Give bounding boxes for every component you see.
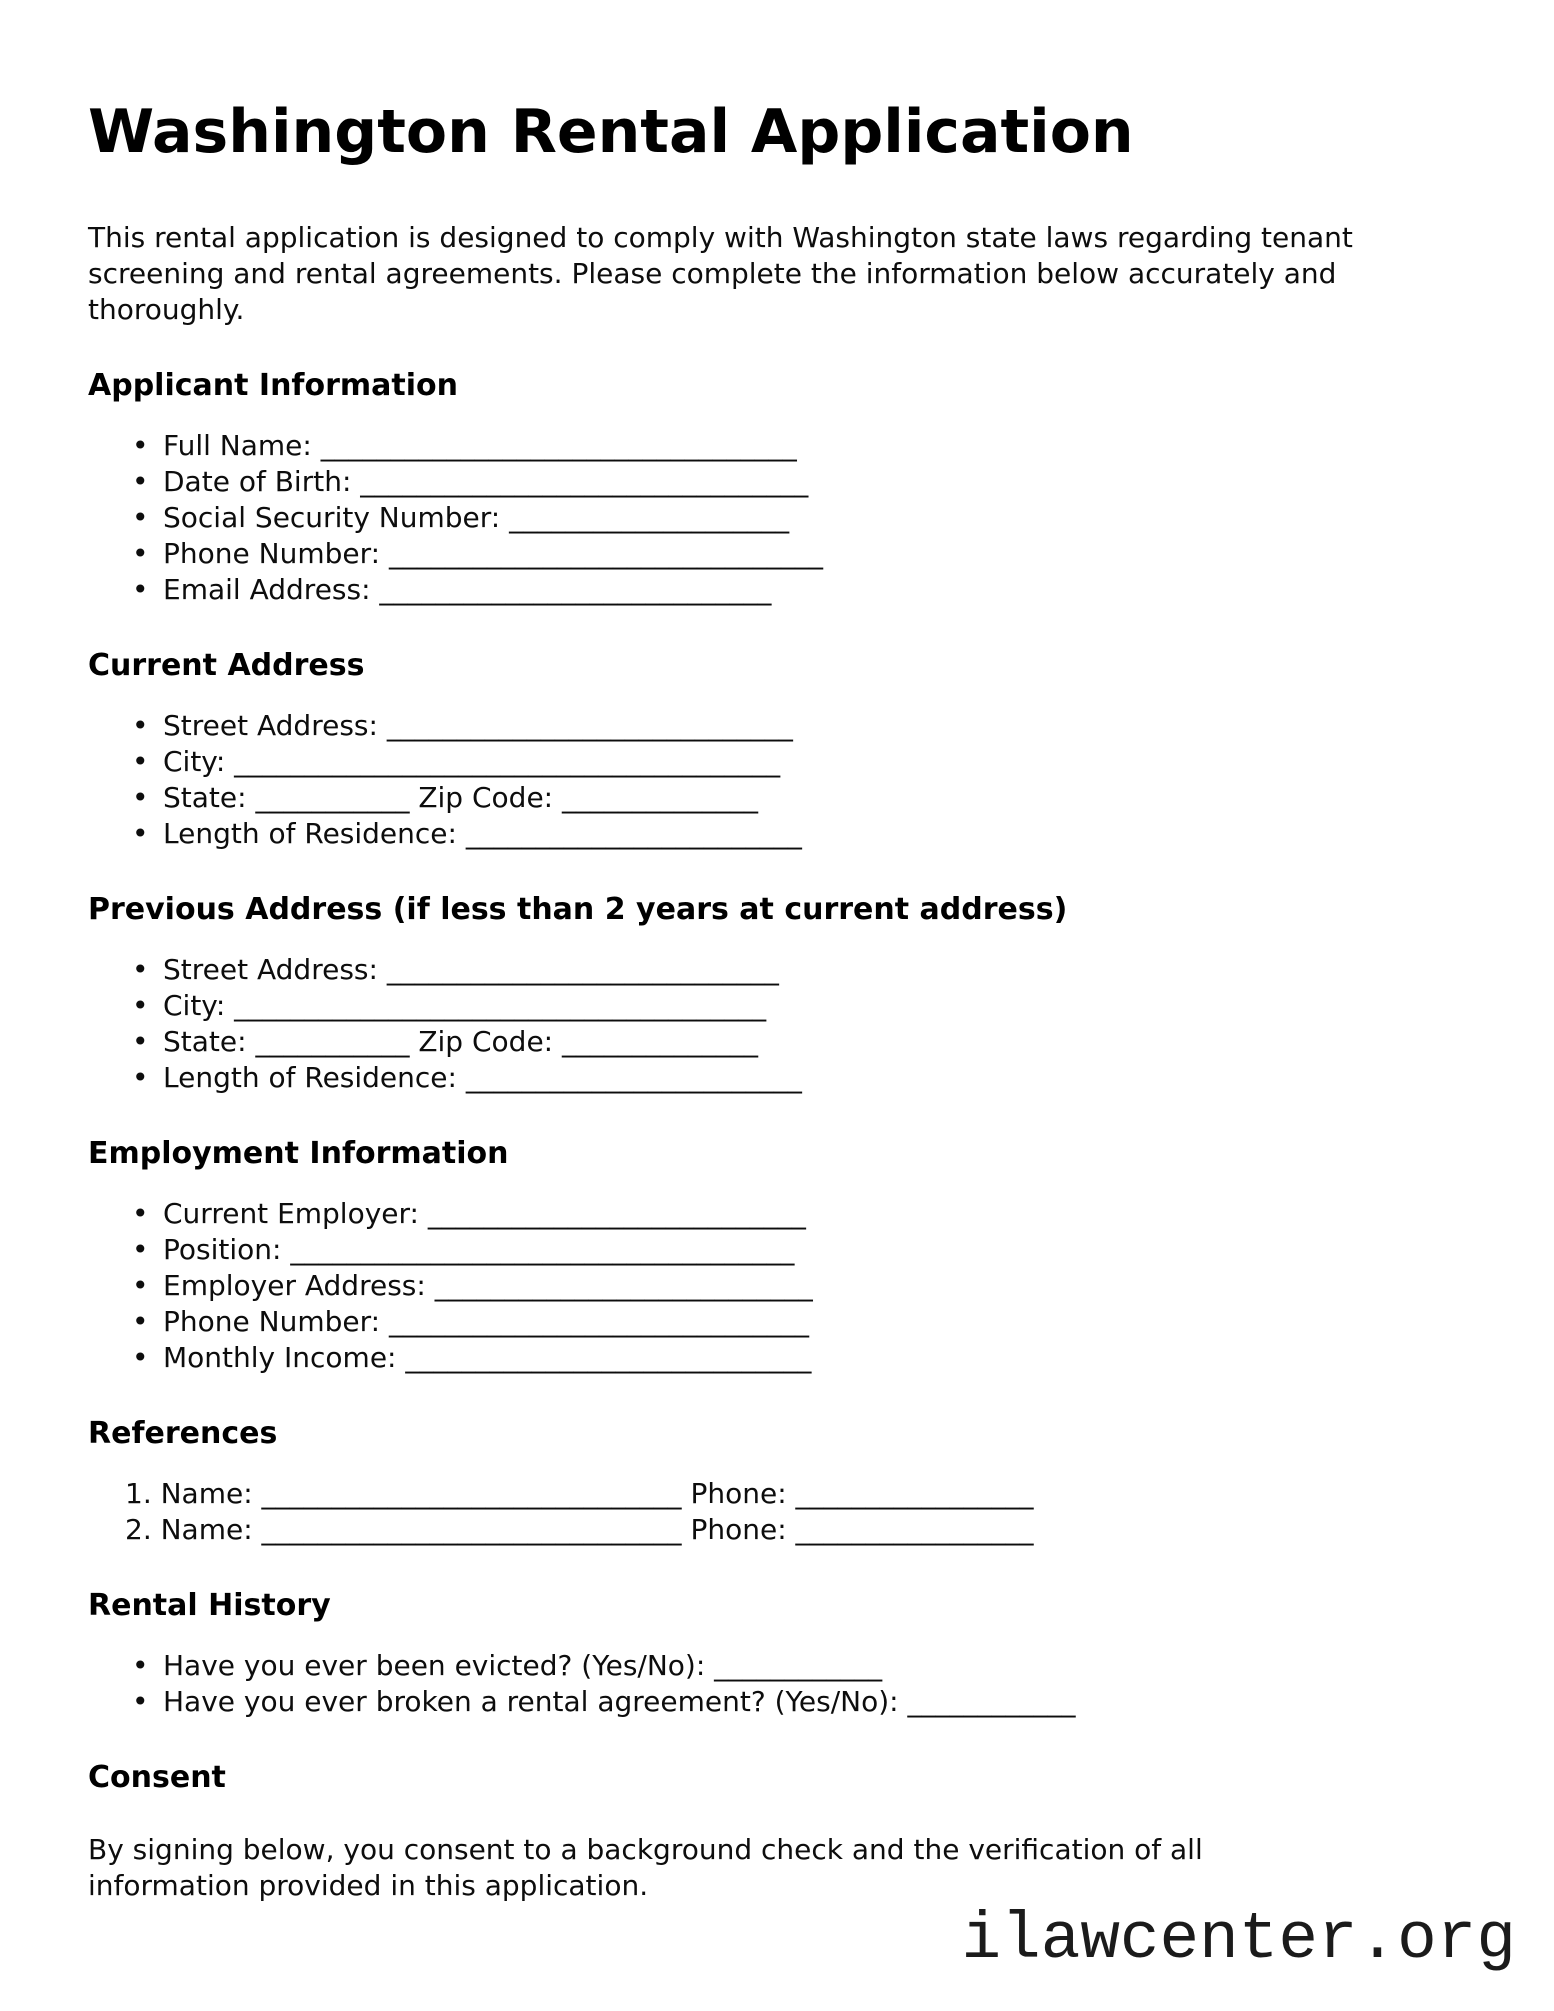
section-heading-consent: Consent [88, 1760, 226, 1795]
intro-line: screening and rental agreements. Please complete the information below accurately and [88, 257, 1337, 290]
section-heading-references: References [88, 1416, 278, 1451]
field-previous-state-zip: • State: ___________ Zip Code: ______________ [88, 1024, 1466, 1060]
current-address-list [88, 708, 1466, 852]
field-date-of-birth: • Date of Birth: ________________________________ [88, 464, 1466, 500]
field-reference-1: 1. Name: ______________________________ Phone: _________________ [125, 1477, 1034, 1510]
field-previous-length-of-residence: • Length of Residence: ________________________ [88, 1060, 1466, 1096]
section-heading-employment-information: Employment Information [88, 1136, 509, 1171]
rental-history-list [88, 1648, 1466, 1720]
field-phone-number: • Phone Number: _______________________________ [88, 536, 1466, 572]
field-employer-address: • Employer Address: ___________________________ [88, 1268, 1466, 1304]
footer-site-url: ilawcenter.org [961, 1902, 1516, 1977]
consent-line: information provided in this application. [88, 1869, 649, 1902]
field-full-name: • Full Name: __________________________________ [88, 428, 1466, 464]
field-employer-phone-number: • Phone Number: ______________________________ [88, 1304, 1466, 1340]
applicant-information-list [88, 428, 1466, 608]
field-current-employer: • Current Employer: ___________________________ [88, 1196, 1466, 1232]
consent-line: By signing below, you consent to a background check and the verification of all [88, 1833, 1203, 1866]
field-reference-2: 2. Name: ______________________________ Phone: _________________ [125, 1513, 1034, 1546]
section-heading-rental-history: Rental History [88, 1588, 331, 1623]
page-title: Washington Rental Application [88, 97, 1134, 167]
employment-information-list [88, 1196, 1466, 1376]
field-position: • Position: ____________________________________ [88, 1232, 1466, 1268]
field-previous-city: • City: ______________________________________ [88, 988, 1466, 1024]
references-list [88, 1476, 1466, 1548]
field-ever-broken-agreement: • Have you ever broken a rental agreement? (Yes/No): ____________ [88, 1684, 1466, 1720]
field-current-street-address: • Street Address: _____________________________ [88, 708, 1466, 744]
section-heading-previous-address: Previous Address (if less than 2 years at current address) [88, 892, 1068, 927]
intro-line: This rental application is designed to comply with Washington state laws regarding tenant [88, 221, 1353, 254]
field-current-city: • City: _______________________________________ [88, 744, 1466, 780]
field-monthly-income: • Monthly Income: _____________________________ [88, 1340, 1466, 1376]
field-social-security-number: • Social Security Number: ____________________ [88, 500, 1466, 536]
document-body [0, 97, 1554, 1904]
field-ever-evicted: • Have you ever been evicted? (Yes/No): ____________ [88, 1648, 1466, 1684]
field-previous-street-address: • Street Address: ____________________________ [88, 952, 1466, 988]
previous-address-list [88, 952, 1466, 1096]
field-current-state-zip: • State: ___________ Zip Code: ______________ [88, 780, 1466, 816]
intro-paragraph [88, 220, 1466, 328]
intro-line: thoroughly. [88, 293, 245, 326]
section-heading-current-address: Current Address [88, 648, 365, 683]
field-current-length-of-residence: • Length of Residence: ________________________ [88, 816, 1466, 852]
consent-paragraph [88, 1832, 1466, 1904]
field-email-address: • Email Address: ____________________________ [88, 572, 1466, 608]
section-heading-applicant-information: Applicant Information [88, 368, 458, 403]
